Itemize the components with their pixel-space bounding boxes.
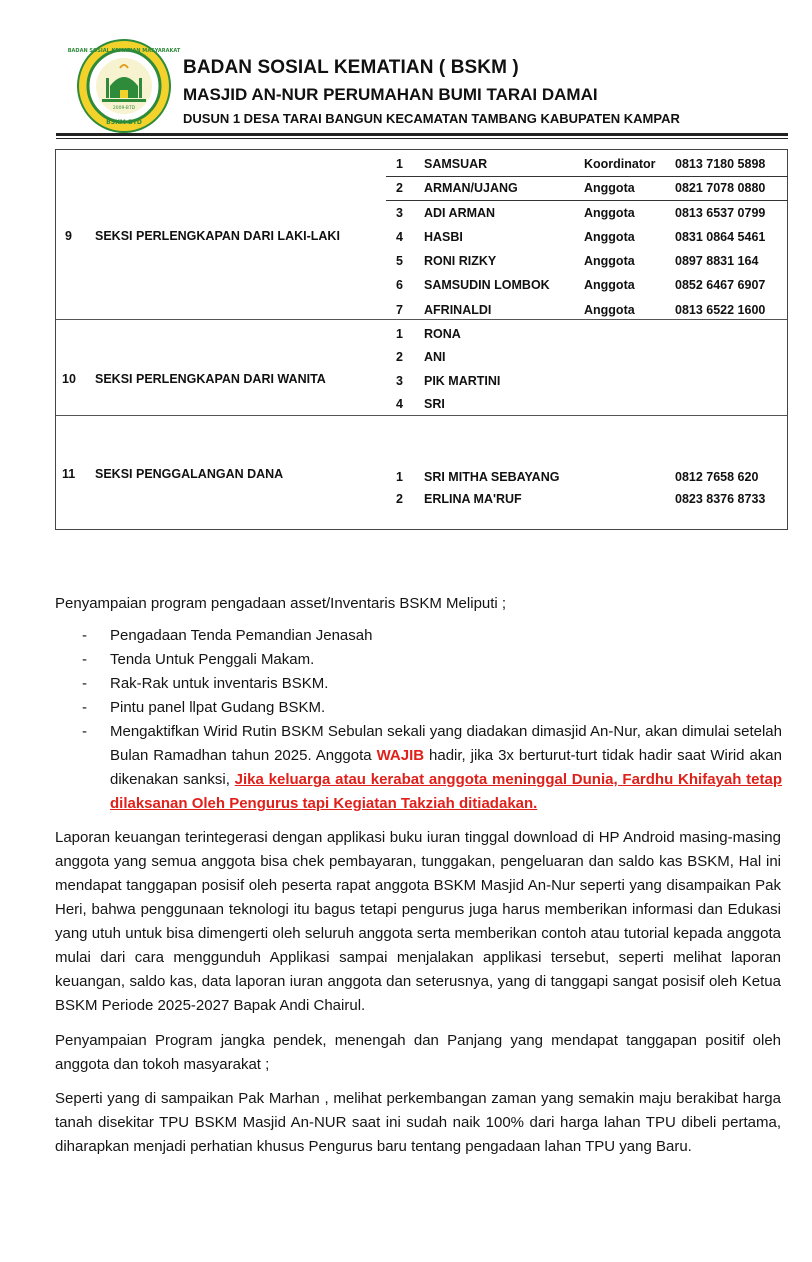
member-number: 7 (396, 303, 403, 317)
member-name: AFRINALDI (424, 303, 492, 317)
section-number: 11 (62, 467, 76, 481)
bullet-dash: - (82, 651, 87, 668)
member-role: Koordinator (584, 157, 656, 171)
section-number: 9 (65, 229, 72, 243)
member-name: HASBI (424, 230, 463, 244)
table-section (56, 150, 787, 318)
list-item-text: Pintu panel llpat Gudang BSKM. (110, 699, 326, 716)
member-number: 3 (396, 374, 403, 388)
program-list (82, 624, 782, 816)
list-item-text (110, 720, 782, 816)
member-phone: 0813 6537 0799 (675, 206, 766, 220)
wajib-emphasis: WAJIB (376, 747, 425, 764)
org-title: BADAN SOSIAL KEMATIAN ( BSKM ) (183, 57, 519, 78)
logo-acronym: BSKM-BTD (106, 119, 142, 126)
list-item (82, 648, 782, 672)
member-role: Anggota (584, 181, 635, 195)
list-item-text: Tenda Untuk Penggali Makam. (110, 651, 315, 668)
member-name: RONA (424, 327, 461, 341)
table-section (56, 320, 787, 416)
list-item (82, 720, 782, 816)
bullet-dash: - (82, 699, 87, 716)
member-role: Anggota (584, 230, 635, 244)
org-subtitle: MASJID AN-NUR PERUMAHAN BUMI TARAI DAMAI (183, 85, 598, 104)
table-section (56, 416, 787, 529)
member-role: Anggota (584, 254, 635, 268)
list-item (82, 696, 782, 720)
member-name: SRI (424, 397, 445, 411)
member-phone: 0813 6522 1600 (675, 303, 766, 317)
section-name: SEKSI PERLENGKAPAN DARI WANITA (95, 372, 326, 386)
list-item-text: Rak-Rak untuk inventaris BSKM. (110, 675, 329, 692)
list-item (82, 672, 782, 696)
member-number: 4 (396, 397, 403, 411)
logo-year: 2009-BTD (112, 106, 136, 111)
member-number: 2 (396, 492, 403, 506)
member-role: Anggota (584, 303, 635, 317)
org-address: DUSUN 1 DESA TARAI BANGUN KECAMATAN TAMBANG KABUPATEN KAMPAR (183, 111, 680, 126)
section-number: 10 (62, 372, 76, 386)
member-number: 1 (396, 157, 403, 171)
bullet-dash: - (82, 723, 87, 740)
member-name: ANI (424, 350, 446, 364)
member-number: 2 (396, 350, 403, 364)
paragraph-program-response: Penyampaian Program jangka pendek, menengah dan Panjang yang mendapat tanggapan positif oleh anggota dan tokoh masyarakat ; (55, 1032, 781, 1073)
member-number: 6 (396, 278, 403, 292)
member-name: ARMAN/UJANG (424, 181, 518, 195)
bullet-dash: - (82, 627, 87, 644)
wirid-text: Mengaktifkan Wirid Rutin BSKM Sebulan sekali yang diadakan dimasjid An-Nur, akan dimulai setelah Bulan Ramadhan tahun 2025. Anggota (110, 723, 782, 764)
sanction-text: hadir, jika 3x berturut-turt tidak hadir saat Wirid akan dikenakan sanksi, (110, 747, 782, 788)
list-item-text: Pengadaan Tenda Pemandian Jenasah (110, 627, 373, 644)
list-item (82, 624, 782, 648)
member-name: SRI MITHA SEBAYANG (424, 470, 560, 484)
member-number: 5 (396, 254, 403, 268)
header-rule-thick (56, 133, 788, 136)
member-phone: 0852 6467 6907 (675, 278, 766, 292)
header-rule-thin (56, 138, 788, 139)
member-name: SAMSUDIN LOMBOK (424, 278, 550, 292)
member-number: 4 (396, 230, 403, 244)
member-number: 2 (396, 181, 403, 195)
paragraph-financial-report: Laporan keuangan terintegerasi dengan applikasi buku iuran tinggal download di HP Android masing-masing anggota yang semua anggota bisa chek pembayaran, tunggakan, pengeluaran dan saldo kas BSKM, Hal ini mendapat tanggapan posisif oleh peserta rapat anggota BSKM Masjid An-Nur seperti yang disampaikan Pak Heri, bahwa penggunaan teknologi itu bagus tetapi pengurus juga harus memberikan informasi dan Edukasi yang utuh untuk bisa dimengerti oleh seluruh anggota serta memberikan contoh atau tutorial kepada anggota mulai dari cara menggunduh Applikasi sampai menjalakan applikasi tersebut, seperti melihat laporan keuangan, saldo kas, data laporan iuran anggota dan seterusnya, yang di tanggapi sangat posisif oleh Ketua BSKM Periode 2025-2027 Bapak Andi Chairul. (55, 829, 781, 1014)
committee-table (55, 149, 788, 530)
logo-ring-text: BADAN SOSIAL KEMATIAN MASYARAKAT (67, 48, 181, 54)
member-name: RONI RIZKY (424, 254, 497, 268)
member-role: Anggota (584, 206, 635, 220)
member-number: 3 (396, 206, 403, 220)
member-phone: 0812 7658 620 (675, 470, 759, 484)
section-name: SEKSI PERLENGKAPAN DARI LAKI-LAKI (95, 229, 340, 243)
member-phone: 0831 0864 5461 (675, 230, 766, 244)
row-divider (386, 176, 788, 177)
member-number: 1 (396, 327, 403, 341)
letterhead (0, 0, 812, 140)
section-name: SEKSI PENGGALANGAN DANA (95, 467, 284, 481)
member-phone: 0813 7180 5898 (675, 157, 766, 171)
member-phone: 0821 7078 0880 (675, 181, 766, 195)
row-divider (386, 200, 788, 201)
member-phone: 0897 8831 164 (675, 254, 759, 268)
member-name: PIK MARTINI (424, 374, 501, 388)
member-number: 1 (396, 470, 403, 484)
bskm-logo (67, 38, 181, 134)
paragraph-land-price: Seperti yang di sampaikan Pak Marhan , melihat perkembangan zaman yang semakin maju berakibat harga tanah disekitar TPU BSKM Masjid An-NUR saat ini sudah naik 100% dari harga lahan TPU dibeli pertama, diharapkan menjadi perhatian khusus Pengurus baru tentang pengadaan lahan TPU yang Baru. (55, 1090, 781, 1155)
member-name: ERLINA MA'RUF (424, 492, 522, 506)
program-intro: Penyampaian program pengadaan asset/Inventaris BSKM Meliputi ; (55, 595, 507, 612)
sanction-emphasis: Jika keluarga atau kerabat anggota meninggal Dunia, Fardhu Khifayah tetap dilaksanan Oleh Pengurus tapi Kegiatan Takziah ditiadakan. (110, 771, 783, 812)
bullet-dash: - (82, 675, 87, 692)
member-role: Anggota (584, 278, 635, 292)
member-phone: 0823 8376 8733 (675, 492, 766, 506)
member-name: ADI ARMAN (424, 206, 496, 220)
member-name: SAMSUAR (424, 157, 488, 171)
